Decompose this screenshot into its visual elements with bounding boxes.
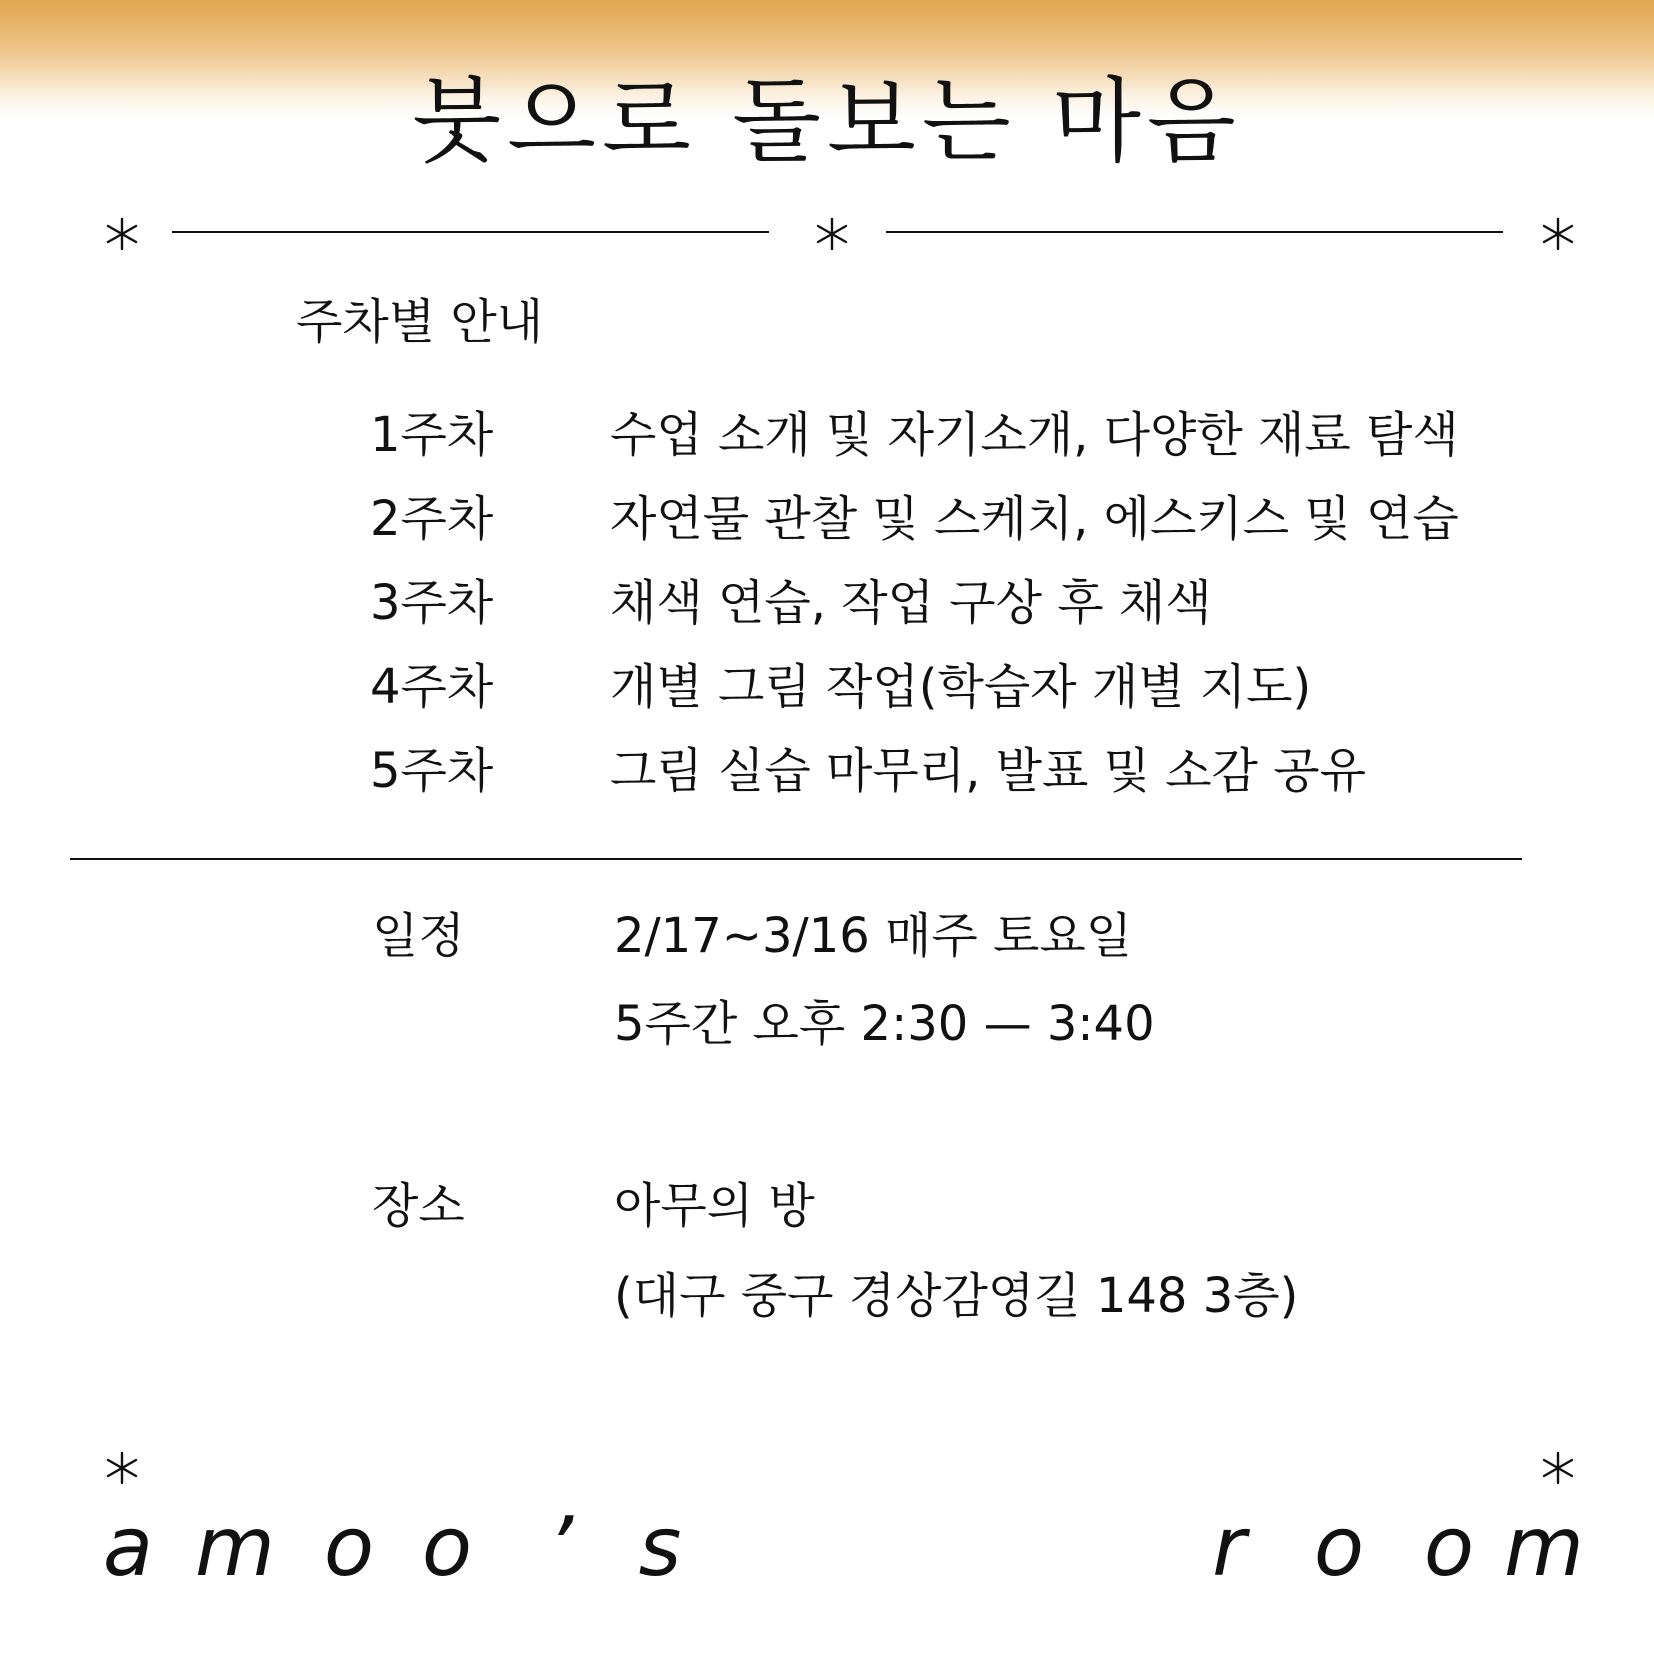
list-item	[370, 573, 1459, 657]
divider-line	[172, 231, 769, 233]
weekly-guide-list	[370, 405, 1459, 825]
schedule-section	[372, 906, 1155, 1054]
brand-wordmark-right	[1174, 1498, 1584, 1598]
list-item	[370, 489, 1459, 573]
week-label: 2주차	[370, 491, 494, 547]
asterisk-star-icon	[104, 1450, 140, 1486]
page-title: 붓으로 돌보는 마음	[412, 68, 1242, 175]
brand-letter: m	[1504, 1500, 1584, 1595]
venue-values	[614, 1176, 1298, 1326]
week-label: 4주차	[370, 659, 494, 715]
brand-letter: o	[421, 1500, 473, 1595]
brand-letter: ’	[546, 1500, 574, 1595]
brand-letter: o	[1313, 1500, 1365, 1595]
brand-letter: m	[195, 1500, 275, 1595]
weekly-guide-heading: 주차별 안내	[296, 294, 544, 350]
section-divider	[70, 858, 1522, 860]
list-item	[370, 657, 1459, 741]
asterisk-star-icon	[814, 216, 850, 252]
week-description: 수업 소개 및 자기소개, 다양한 재료 탐색	[610, 407, 1459, 463]
venue-label: 장소	[372, 1178, 465, 1234]
schedule-times: 5주간 오후 2:30 — 3:40	[614, 996, 1155, 1052]
brand-letter: o	[323, 1500, 375, 1595]
schedule-label: 일정	[372, 908, 465, 964]
week-description: 그림 실습 마무리, 발표 및 소감 공유	[610, 743, 1366, 799]
week-description: 개별 그림 작업(학습자 개별 지도)	[610, 659, 1312, 715]
brand-letter: r	[1212, 1500, 1246, 1595]
brand-letter: o	[1423, 1500, 1475, 1595]
venue-address: (대구 중구 경상감영길 148 3층)	[614, 1268, 1299, 1324]
asterisk-star-icon	[1540, 216, 1576, 252]
venue-name: 아무의 방	[614, 1178, 815, 1234]
week-description: 채색 연습, 작업 구상 후 채색	[610, 575, 1212, 631]
list-item	[370, 405, 1459, 489]
week-label: 1주차	[370, 407, 494, 463]
venue-section	[372, 1176, 1298, 1326]
schedule-values	[614, 906, 1155, 1054]
schedule-dates: 2/17~3/16 매주 토요일	[614, 908, 1133, 964]
asterisk-star-icon	[104, 216, 140, 252]
week-description: 자연물 관찰 및 스케치, 에스키스 및 연습	[610, 491, 1459, 547]
brand-letter: a	[102, 1500, 154, 1595]
list-item	[370, 741, 1459, 825]
week-label: 5주차	[370, 743, 494, 799]
brand-wordmark-left	[80, 1498, 690, 1598]
divider-line	[886, 231, 1503, 233]
week-label: 3주차	[370, 575, 494, 631]
asterisk-star-icon	[1540, 1450, 1576, 1486]
brand-letter: s	[638, 1500, 682, 1595]
